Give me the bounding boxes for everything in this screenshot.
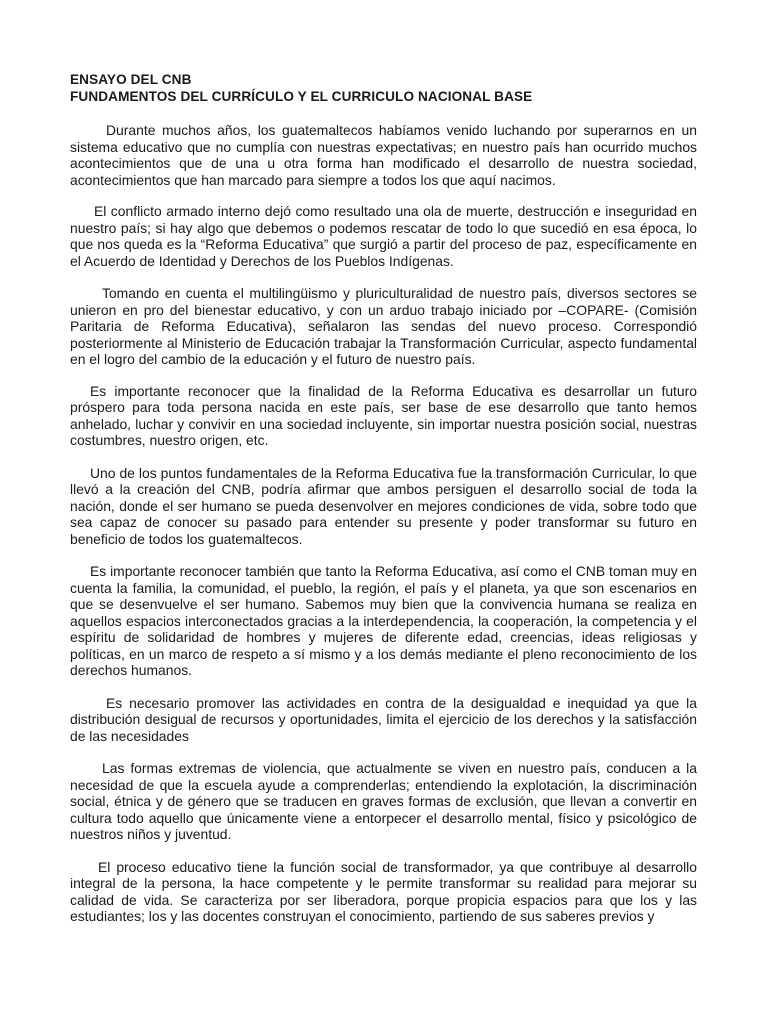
paragraph: Durante muchos años, los guatemaltecos habíamos venido luchando por superarnos en un sistema educativo que no cumplía con nuestras expectativas; en nuestro país han ocurrido muchos acontecimientos que de una u otra forma han modificado el desarrollo de nuestra sociedad, acontecimientos que han marcado para siempre a todos los que aquí nacimos. <box>70 122 697 188</box>
paragraph: El conflicto armado interno dejó como resultado una ola de muerte, destrucción e inseguridad en nuestro país; si hay algo que debemos o podemos rescatar de todo lo que sucedió en esa época, lo que nos queda es la “Reforma Educativa” que surgió a partir del proceso de paz, específicamente en el Acuerdo de Identidad y Derechos de los Pueblos Indígenas. <box>70 203 697 269</box>
paragraph: Tomando en cuenta el multilingüismo y pluriculturalidad de nuestro país, diversos sectores se unieron en pro del bienestar educativo, y con un arduo trabajo iniciado por –COPARE- (Comisión Paritaria de Reforma Educativa), señalaron las sendas del nuevo proceso. Correspondió posteriormente al Ministerio de Educación trabajar la Transformación Curricular, aspecto fundamental en el logro del cambio de la educación y el futuro de nuestro país. <box>70 285 697 367</box>
paragraph: Es necesario promover las actividades en contra de la desigualdad e inequidad ya que la distribución desigual de recursos y oportunidades, limita el ejercicio de los derechos y la satisfacción de las necesidades <box>70 694 697 744</box>
paragraph: Uno de los puntos fundamentales de la Reforma Educativa fue la transformación Curricular, lo que llevó a la creación del CNB, podría afirmar que ambos persiguen el desarrollo social de toda la nación, donde el ser humano se pueda desenvolver en mejores condiciones de vida, sobre todo que sea capaz de conocer su pasado para entender su presente y poder transformar su futuro en beneficio de todos los guatemaltecos. <box>70 464 697 547</box>
paragraph: Las formas extremas de violencia, que actualmente se viven en nuestro país, conducen a la necesidad de que la escuela ayude a comprenderlas; entendiendo la explotación, la discriminación social, étnica y de género que se traducen en graves formas de exclusión, que llevan a convertir en cultura todo aquello que únicamente viene a entorpecer el desarrollo mental, físico y psicológico de nuestros niños y juventud. <box>70 760 697 842</box>
paragraph: Es importante reconocer que la finalidad de la Reforma Educativa es desarrollar un futuro próspero para toda persona nacida en este país, ser base de ese desarrollo que tanto hemos anhelado, luchar y convivir en una sociedad incluyente, sin importar nuestra posición social, nuestras costumbres, nuestro origen, etc. <box>70 382 697 448</box>
document-page <box>70 72 697 925</box>
document-subtitle: FUNDAMENTOS DEL CURRÍCULO Y EL CURRICULO NACIONAL BASE <box>70 88 533 104</box>
paragraph: El proceso educativo tiene la función social de transformador, ya que contribuye al desarrollo integral de la persona, la hace competente y le permite transformar su realidad para mejorar su calidad de vida. Se caracteriza por ser liberadora, porque propicia espacios para que los y las estudiantes; los y las docentes construyan el conocimiento, partiendo de sus saberes previos y <box>70 858 697 924</box>
paragraph: Es importante reconocer también que tanto la Reforma Educativa, así como el CNB toman muy en cuenta la familia, la comunidad, el pueblo, la región, el país y el planeta, ya que son escenarios en que se desenvuelve el ser humano. Sabemos muy bien que la convivencia humana se realiza en aquellos espacios interconectados gracias a la interdependencia, la cooperación, la competencia y el espíritu de solidaridad de hombres y mujeres de diferente edad, creencias, ideas religiosas y políticas, en un marco de respeto a sí mismo y a los demás mediante el pleno reconocimiento de los derechos humanos. <box>70 563 697 678</box>
document-title: ENSAYO DEL CNB <box>70 72 192 87</box>
